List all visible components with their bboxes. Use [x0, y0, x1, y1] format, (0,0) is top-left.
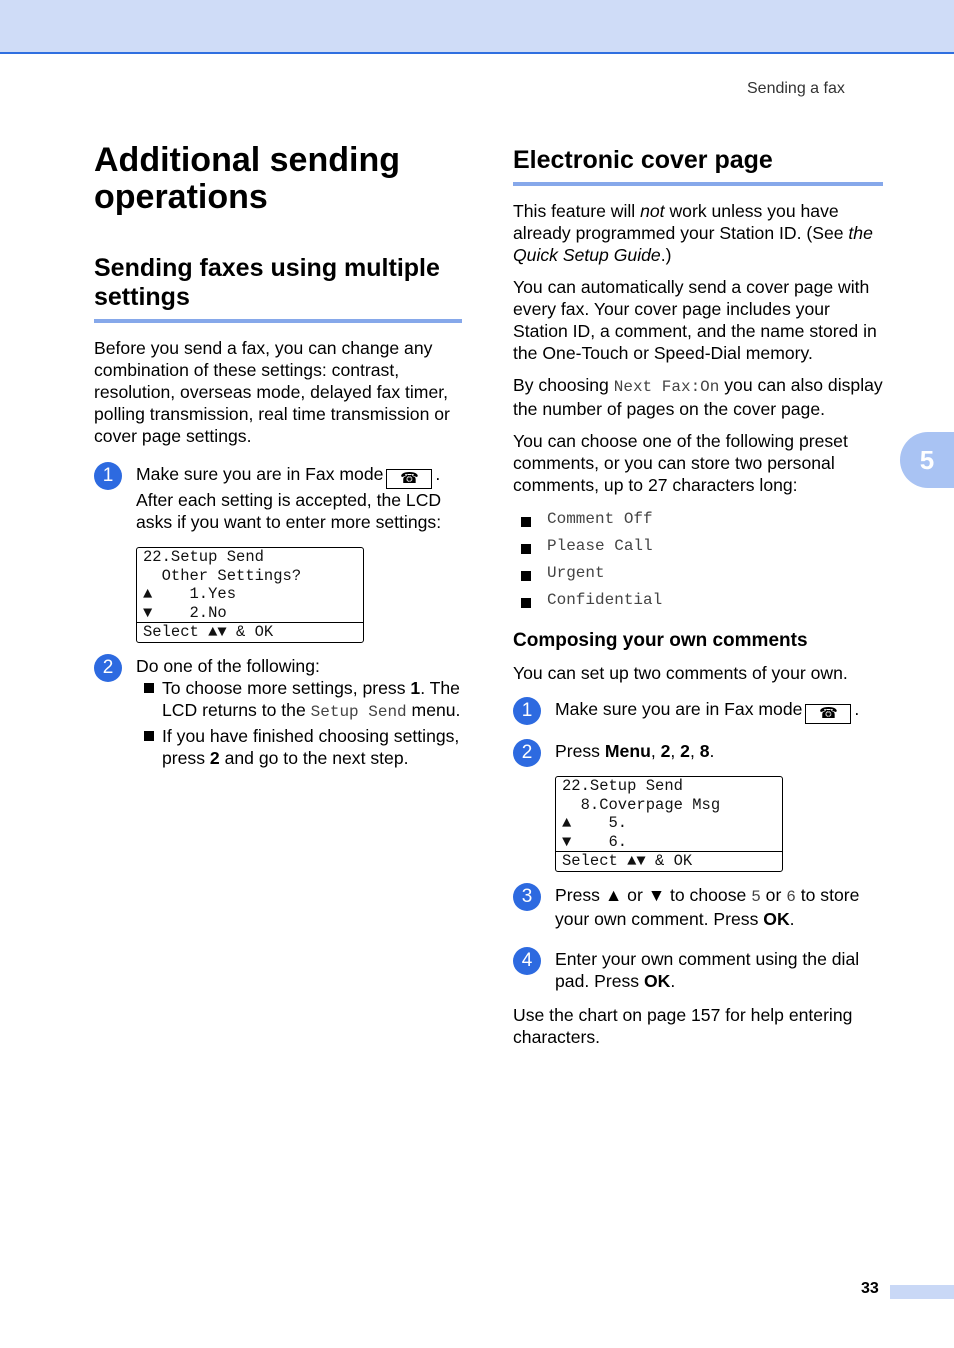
text: you can also display the number of pages on the cover page. — [513, 375, 883, 419]
text: By choosing — [513, 375, 614, 395]
preset-comment: Urgent — [547, 564, 605, 582]
key-label: 2 — [209, 747, 220, 768]
square-bullet-icon — [521, 571, 531, 581]
step-number-1: 1 — [94, 462, 122, 490]
step-1 — [513, 698, 883, 724]
text: to store your own comment. Press — [555, 884, 860, 929]
lcd-display — [555, 776, 783, 872]
preset-comment: Confidential — [547, 591, 663, 609]
step-1-text-after: . After each setting is accepted, the LCD asks if you want to enter more settings: — [136, 464, 442, 532]
key-label: 1 — [410, 677, 421, 698]
heading-rule — [513, 182, 883, 186]
square-bullet-icon — [521, 544, 531, 554]
section-heading-cover-page: Electronic cover page — [513, 146, 773, 174]
text: , — [689, 741, 700, 761]
square-bullet-icon — [144, 683, 154, 693]
sub-item-text: . The LCD returns to the — [162, 677, 460, 720]
step-2-text: Do one of the following: — [136, 655, 320, 676]
fax-mode-icon: ☎ — [805, 704, 851, 724]
key-label: OK — [644, 970, 671, 991]
text: Press — [555, 741, 605, 761]
key-label: 2 — [680, 741, 690, 761]
subheading-own-comments: Composing your own comments — [513, 630, 808, 651]
sub-item-text: If you have finished choosing settings, press — [162, 725, 460, 768]
guide-reference: the Quick Setup Guide — [513, 223, 873, 265]
lcd-line: 22.Setup Send — [143, 548, 264, 566]
lcd-menu-name: Setup Send — [310, 702, 407, 721]
lcd-line: Other Settings? — [143, 566, 302, 585]
step-number-2: 2 — [513, 739, 541, 767]
sub-item — [136, 677, 462, 723]
key-label: OK — [763, 908, 790, 929]
lcd-line: ▼ 6. — [562, 832, 628, 851]
text: or — [760, 884, 787, 905]
paragraph: You can choose one of the following preset comments, or you can store two personal comments, up to 27 characters long: — [513, 431, 848, 495]
page-title: Additional sending operations — [94, 141, 400, 216]
lcd-setting-name: Next Fax:On — [613, 378, 720, 396]
sub-item-text: menu. — [406, 699, 461, 720]
text: . — [709, 741, 715, 761]
list-item — [521, 591, 883, 609]
text: .) — [660, 245, 672, 265]
lcd-footer: Select ▲▼ & OK — [137, 622, 363, 642]
preset-list — [513, 510, 883, 609]
key-label: 2 — [660, 741, 671, 761]
step-number-4: 4 — [513, 947, 541, 975]
paragraph — [513, 374, 883, 420]
chapter-tab: 5 — [900, 432, 954, 488]
text: This feature will — [513, 201, 641, 221]
top-banner — [0, 0, 954, 54]
step-number-2: 2 — [94, 654, 122, 682]
key-label: 8 — [699, 741, 710, 761]
right-column — [513, 142, 883, 1058]
step-1-text: Make sure you are in Fax mode — [555, 699, 803, 719]
step-1-text: Make sure you are in Fax mode — [136, 464, 384, 484]
square-bullet-icon — [144, 731, 154, 741]
text: , — [650, 741, 661, 761]
option-number: 5 — [751, 887, 761, 906]
sub-item-text: and go to the next step. — [219, 747, 409, 768]
list-item — [521, 564, 883, 582]
text: work unless you have already programmed your Station ID. (See — [513, 201, 849, 243]
text: . — [670, 970, 676, 991]
step-3 — [513, 884, 883, 930]
running-head: Sending a fax — [747, 80, 845, 97]
step-2 — [513, 740, 883, 872]
lcd-footer: Select ▲▼ & OK — [556, 851, 782, 871]
page-number: 33 — [861, 1280, 879, 1297]
left-column — [94, 142, 462, 781]
preset-comment: Comment Off — [547, 510, 653, 528]
preset-comment: Please Call — [547, 537, 653, 555]
lcd-line: ▼ 2.No — [143, 603, 227, 622]
emphasis: not — [640, 201, 665, 221]
square-bullet-icon — [521, 598, 531, 608]
lcd-line: 8.Coverpage Msg — [562, 795, 721, 814]
text: , — [670, 741, 681, 761]
paragraph: Use the chart on page 157 for help entering characters. — [513, 1004, 853, 1047]
lcd-line: ▲ 5. — [562, 814, 628, 832]
text: Enter your own comment using the dial pad. Press — [555, 948, 860, 991]
step-number-1: 1 — [513, 697, 541, 725]
section-heading-multiple-settings: Sending faxes using multiple settings — [94, 254, 440, 311]
lcd-display — [136, 547, 364, 643]
step-1 — [94, 463, 462, 643]
sub-item-text: To choose more settings, press — [162, 677, 411, 698]
square-bullet-icon — [521, 517, 531, 527]
text: . — [789, 908, 795, 929]
intro-paragraph: Before you send a fax, you can change any combination of these settings: contrast, resolution, overseas mode, delayed fax timer, polling transmission, real time transmission or cover page settings. — [94, 338, 450, 446]
lcd-line: 22.Setup Send — [562, 777, 683, 795]
step-1-text-after: . — [854, 699, 860, 719]
key-label: Menu — [604, 741, 651, 761]
paragraph: You can set up two comments of your own. — [513, 663, 848, 683]
step-2 — [94, 655, 462, 769]
lcd-line: ▲ 1.Yes — [143, 585, 237, 603]
text: Press ▲ or ▼ to choose — [555, 884, 752, 905]
list-item — [521, 537, 883, 555]
list-item — [521, 510, 883, 528]
option-number: 6 — [786, 887, 796, 906]
heading-rule — [94, 319, 462, 323]
paragraph: You can automatically send a cover page with every fax. Your cover page includes your Station ID, a comment, and the name stored in the One-Touch or Speed-Dial memory. — [513, 277, 877, 363]
paragraph — [513, 200, 883, 266]
step-4 — [513, 948, 883, 992]
step-number-3: 3 — [513, 883, 541, 911]
page-number-bar — [890, 1285, 954, 1299]
sub-item — [136, 725, 462, 769]
fax-mode-icon: ☎ — [386, 469, 432, 489]
